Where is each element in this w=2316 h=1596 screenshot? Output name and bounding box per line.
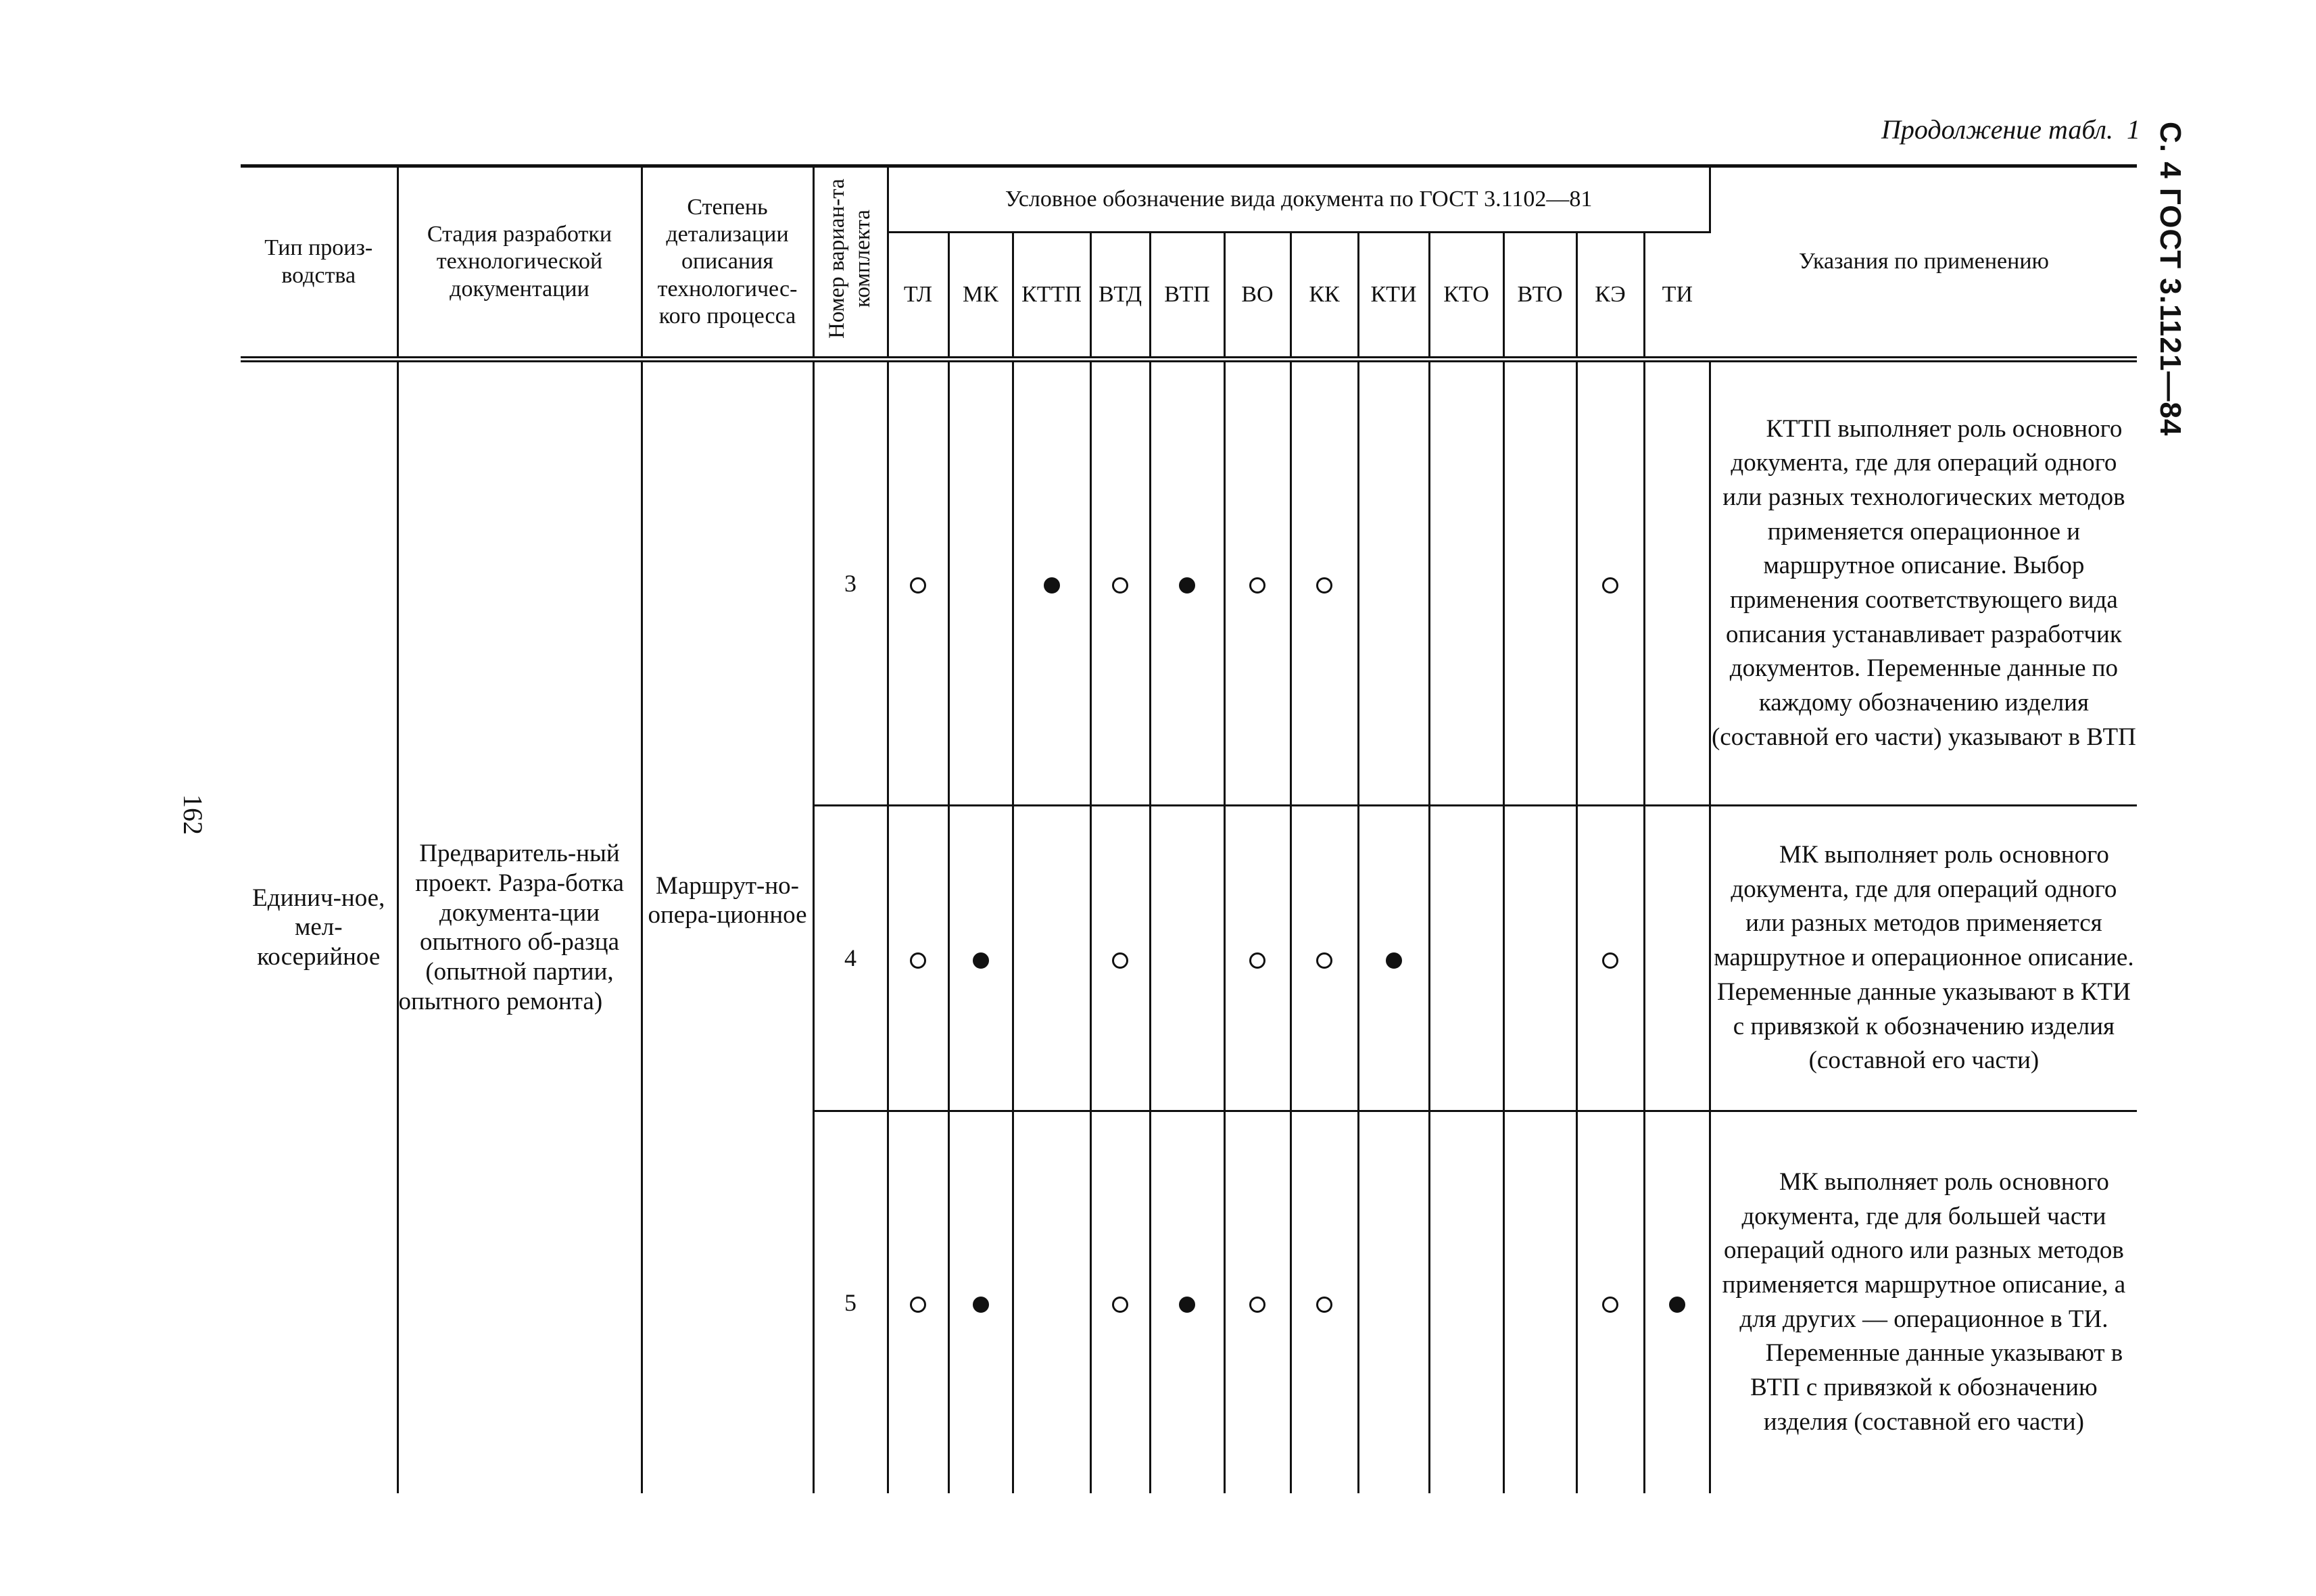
open-circle-icon <box>1249 1297 1265 1313</box>
open-circle-icon <box>1249 952 1265 969</box>
doc-mark-cell <box>1644 806 1710 1111</box>
doc-mark-cell <box>888 360 948 806</box>
filled-circle-icon <box>1179 1297 1195 1313</box>
filled-circle-icon <box>1179 577 1195 594</box>
doc-mark-cell <box>1013 806 1090 1111</box>
open-circle-icon <box>1316 1297 1332 1313</box>
doc-mark-cell <box>1358 806 1429 1111</box>
doc-mark-cell <box>1290 360 1358 806</box>
usage-note-cell <box>1710 1111 2137 1493</box>
usage-note-paragraph: Переменные данные указывают в ВТП с привязкой к обозначению изделия (составной его части) <box>1750 1339 2123 1436</box>
column-header-detail-degree: Степень детализации описания технологичес-кого процесса <box>642 166 813 360</box>
doc-mark-cell <box>948 1111 1013 1493</box>
usage-note-paragraph: МК выполняет роль основного документа, где для большей части операций одного или разных методов применяется маршрутное описание, а для других — операционное в ТИ. <box>1722 1168 2126 1333</box>
doc-type-header: КТО <box>1429 233 1503 360</box>
doc-type-header: ТИ <box>1644 233 1710 360</box>
doc-mark-cell <box>1358 360 1429 806</box>
doc-mark-cell <box>1576 1111 1644 1493</box>
table-continuation-label: Продолжение табл. 1 <box>1881 114 2140 145</box>
doc-mark-cell <box>1290 806 1358 1111</box>
usage-note-paragraph: МК выполняет роль основного документа, где для операций одного или разных методов применяется маршрутное и операционное описание. Переменные данные указывают в КТИ с привязкой к обозначению изделия (составной его части) <box>1714 841 2134 1075</box>
column-group-doc-types: Условное обозначение вида документа по ГОСТ 3.1102—81 <box>888 166 1710 233</box>
open-circle-icon <box>910 577 926 594</box>
open-circle-icon <box>1602 577 1618 594</box>
technological-documentation-table <box>241 164 2137 1493</box>
doc-mark-cell <box>1429 806 1503 1111</box>
detail-degree-cell <box>642 360 813 1493</box>
doc-type-header: ВТП <box>1150 233 1224 360</box>
doc-type-header: КТИ <box>1358 233 1429 360</box>
doc-mark-cell <box>1090 360 1150 806</box>
open-circle-icon <box>1112 952 1128 969</box>
development-stage-cell: Предваритель-ный проект. Разра-ботка документа-ции опытного об-разца (опытной партии, опытного ремонта) <box>397 360 642 1493</box>
open-circle-icon <box>1249 577 1265 594</box>
doc-mark-cell <box>1090 806 1150 1111</box>
filled-circle-icon <box>1669 1297 1685 1313</box>
column-header-variant-number <box>813 166 888 360</box>
doc-mark-cell <box>1290 1111 1358 1493</box>
doc-type-header: МК <box>948 233 1013 360</box>
doc-mark-cell <box>1429 1111 1503 1493</box>
variant-number-cell: 5 <box>813 1111 888 1493</box>
doc-mark-cell <box>888 1111 948 1493</box>
filled-circle-icon <box>1386 952 1402 969</box>
doc-type-header: ВТД <box>1090 233 1150 360</box>
filled-circle-icon <box>973 1297 989 1313</box>
doc-type-header: КЭ <box>1576 233 1644 360</box>
variant-number-header-text: Номер вариан-та комплекта <box>825 178 875 339</box>
column-header-stage: Стадия разработки технологической документации <box>397 166 642 360</box>
doc-mark-cell <box>888 806 948 1111</box>
usage-note-cell <box>1710 806 2137 1111</box>
doc-mark-cell <box>948 806 1013 1111</box>
doc-mark-cell <box>948 360 1013 806</box>
variant-number-cell: 4 <box>813 806 888 1111</box>
doc-mark-cell <box>1503 806 1576 1111</box>
doc-type-header: ВТО <box>1503 233 1576 360</box>
page-number: 162 <box>178 794 208 835</box>
doc-mark-cell <box>1224 806 1290 1111</box>
open-circle-icon <box>1112 1297 1128 1313</box>
doc-mark-cell <box>1503 1111 1576 1493</box>
doc-mark-cell <box>1358 1111 1429 1493</box>
doc-mark-cell <box>1150 360 1224 806</box>
production-type-cell: Единич-ное, мел-косерийное <box>241 360 397 1493</box>
column-header-notes: Указания по применению <box>1710 166 2137 360</box>
doc-mark-cell <box>1576 360 1644 806</box>
doc-mark-cell <box>1150 806 1224 1111</box>
filled-circle-icon <box>973 952 989 969</box>
document-side-title: С. 4 ГОСТ 3.1121—84 <box>2154 122 2187 437</box>
open-circle-icon <box>1602 952 1618 969</box>
open-circle-icon <box>910 1297 926 1313</box>
doc-mark-cell <box>1224 1111 1290 1493</box>
filled-circle-icon <box>1044 577 1060 594</box>
doc-type-header: ТЛ <box>888 233 948 360</box>
open-circle-icon <box>1602 1297 1618 1313</box>
open-circle-icon <box>1112 577 1128 594</box>
open-circle-icon <box>1316 577 1332 594</box>
doc-type-header: ВО <box>1224 233 1290 360</box>
doc-type-header: КК <box>1290 233 1358 360</box>
detail-degree-text: Маршрут-но-опера-ционное <box>648 871 807 929</box>
open-circle-icon <box>1316 952 1332 969</box>
doc-mark-cell <box>1090 1111 1150 1493</box>
doc-mark-cell <box>1503 360 1576 806</box>
doc-mark-cell <box>1576 806 1644 1111</box>
column-header-production-type: Тип произ-водства <box>241 166 397 360</box>
open-circle-icon <box>910 952 926 969</box>
usage-note-paragraph: КТТП выполняет роль основного документа, где для операций одного или разных технологических методов применяется операционное и маршрутное описание. Выбор применения соответствующего вида описания устанавливает разработчик документов. Переменные данные по каждому обозначению изделия (составной его части) указывают в ВТП <box>1711 414 2136 751</box>
doc-mark-cell <box>1644 360 1710 806</box>
doc-mark-cell <box>1429 360 1503 806</box>
doc-type-header: КТТП <box>1013 233 1090 360</box>
table-row <box>241 360 2137 806</box>
doc-mark-cell <box>1150 1111 1224 1493</box>
variant-number-cell: 3 <box>813 360 888 806</box>
doc-mark-cell <box>1644 1111 1710 1493</box>
doc-mark-cell <box>1013 360 1090 806</box>
doc-mark-cell <box>1013 1111 1090 1493</box>
doc-mark-cell <box>1224 360 1290 806</box>
usage-note-cell <box>1710 360 2137 806</box>
